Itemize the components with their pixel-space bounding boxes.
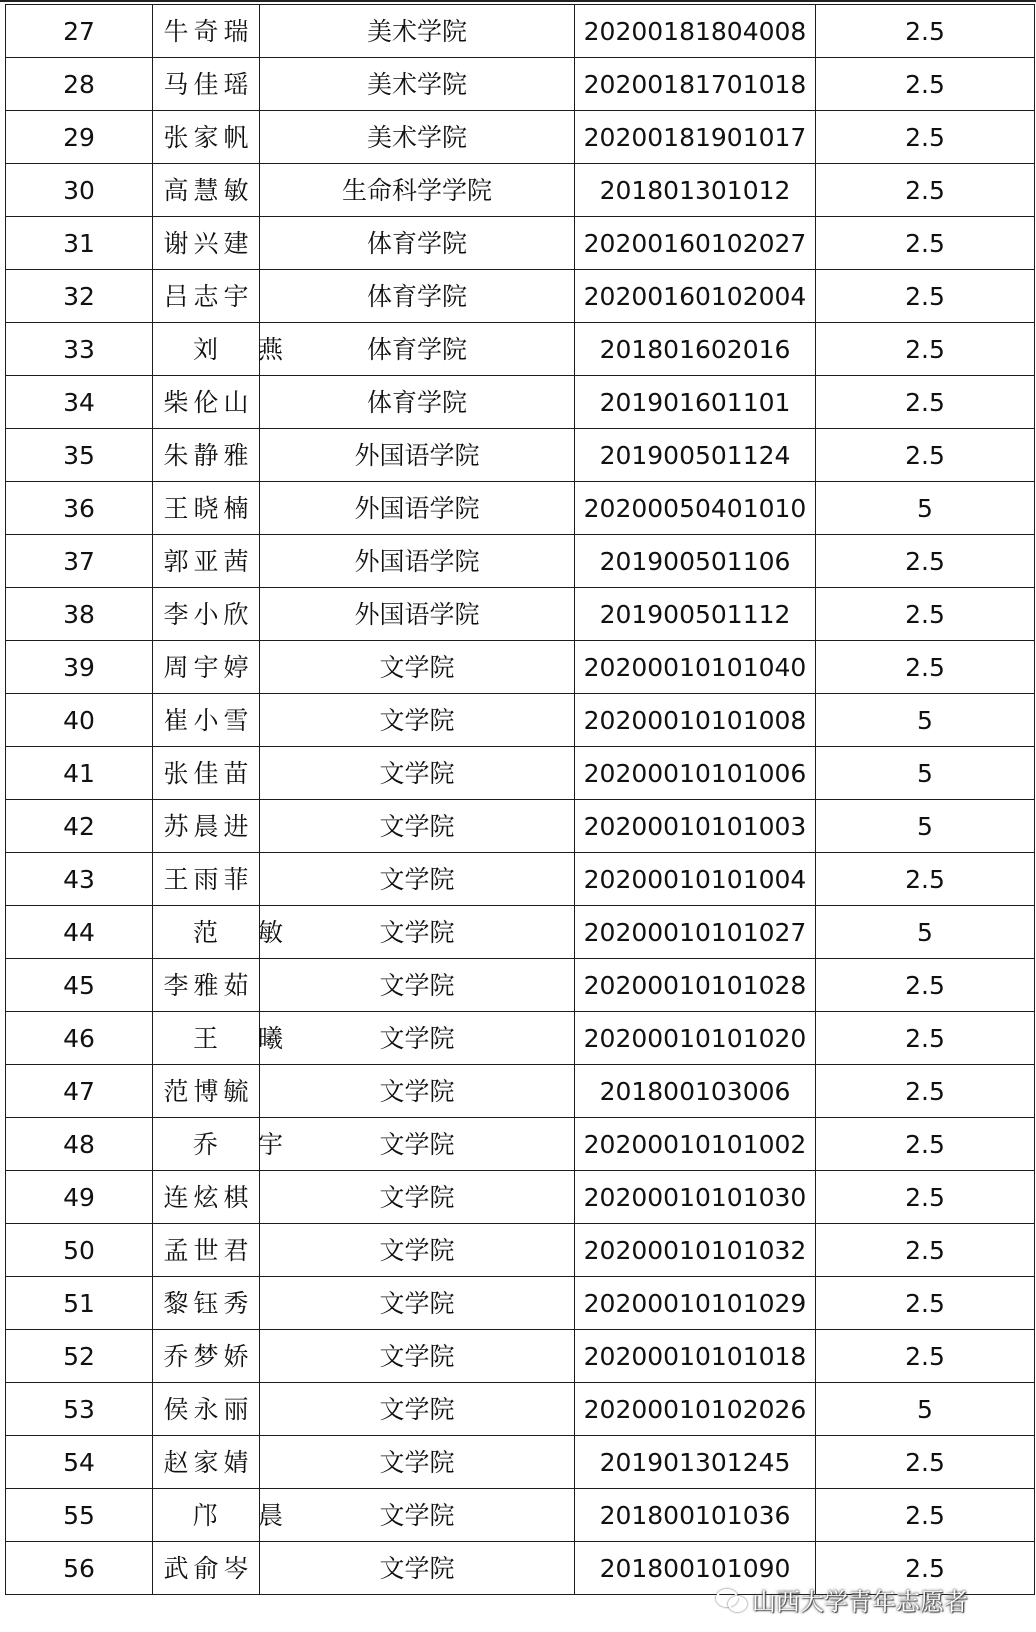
student-id-cell: 20200010101032 [575, 1224, 816, 1277]
college-cell: 文学院 [260, 1065, 575, 1118]
name-cell [153, 1383, 260, 1436]
hours-cell: 2.5 [816, 5, 1035, 58]
name-cell [153, 588, 260, 641]
student-id-cell: 20200010102026 [575, 1383, 816, 1436]
student-id-cell: 201800101036 [575, 1489, 816, 1542]
name-cell [153, 429, 260, 482]
watermark-text: 山西大学青年志愿者 [752, 1588, 968, 1616]
student-id-cell: 20200010101003 [575, 800, 816, 853]
name-cell [153, 1277, 260, 1330]
row-number-cell: 46 [6, 1012, 153, 1065]
name-text: 柴伦山 [163, 387, 254, 417]
row-number-cell: 40 [6, 694, 153, 747]
college-cell: 体育学院 [260, 217, 575, 270]
hours-cell: 2.5 [816, 217, 1035, 270]
row-number-cell: 45 [6, 959, 153, 1012]
name-cell [153, 959, 260, 1012]
college-cell: 体育学院 [260, 323, 575, 376]
name-cell [153, 5, 260, 58]
table-row [6, 376, 1035, 429]
volunteer-roster-table [5, 4, 1035, 1595]
name-cell [153, 217, 260, 270]
name-cell [153, 1436, 260, 1489]
hours-cell: 5 [816, 482, 1035, 535]
hours-cell: 2.5 [816, 323, 1035, 376]
name-cell [153, 906, 324, 959]
student-id-cell: 20200010101018 [575, 1330, 816, 1383]
name-text: 黎钰秀 [163, 1288, 254, 1318]
college-cell: 文学院 [260, 641, 575, 694]
row-number-cell: 27 [6, 5, 153, 58]
row-number-cell: 42 [6, 800, 153, 853]
name-text: 郭亚茜 [163, 546, 254, 576]
table-row [6, 164, 1035, 217]
name-text: 范博毓 [163, 1076, 254, 1106]
name-cell [153, 164, 260, 217]
page-top-edge [0, 0, 1036, 2]
row-number-cell: 51 [6, 1277, 153, 1330]
hours-cell: 2.5 [816, 1542, 1035, 1595]
name-cell [153, 1171, 260, 1224]
table-row [6, 1224, 1035, 1277]
student-id-cell: 201901601101 [575, 376, 816, 429]
hours-cell: 2.5 [816, 1489, 1035, 1542]
name-cell [153, 853, 260, 906]
name-cell [153, 694, 260, 747]
table-row [6, 747, 1035, 800]
name-text: 张佳苗 [163, 758, 254, 788]
hours-cell: 2.5 [816, 1277, 1035, 1330]
row-number-cell: 44 [6, 906, 153, 959]
hours-cell: 2.5 [816, 641, 1035, 694]
college-cell: 外国语学院 [260, 429, 575, 482]
row-number-cell: 32 [6, 270, 153, 323]
name-text: 苏晨进 [163, 811, 254, 841]
hours-cell: 2.5 [816, 376, 1035, 429]
row-number-cell: 37 [6, 535, 153, 588]
name-cell [153, 1542, 260, 1595]
name-text: 侯永丽 [163, 1394, 254, 1424]
row-number-cell: 29 [6, 111, 153, 164]
student-id-cell: 201900501124 [575, 429, 816, 482]
name-cell [153, 376, 260, 429]
name-cell [153, 535, 260, 588]
row-number-cell: 39 [6, 641, 153, 694]
student-id-cell: 20200010101002 [575, 1118, 816, 1171]
college-cell: 文学院 [260, 1489, 575, 1542]
hours-cell: 2.5 [816, 164, 1035, 217]
table-row [6, 1277, 1035, 1330]
row-number-cell: 50 [6, 1224, 153, 1277]
hours-cell: 2.5 [816, 959, 1035, 1012]
roster-table-body [6, 5, 1035, 1595]
hours-cell: 2.5 [816, 58, 1035, 111]
student-id-cell: 20200181804008 [575, 5, 816, 58]
name-cell [153, 1489, 324, 1542]
hours-cell: 5 [816, 694, 1035, 747]
college-cell: 美术学院 [260, 58, 575, 111]
college-cell: 生命科学学院 [260, 164, 575, 217]
name-cell [153, 1012, 324, 1065]
college-cell: 外国语学院 [260, 588, 575, 641]
name-text: 张家帆 [163, 122, 254, 152]
student-id-cell: 20200010101029 [575, 1277, 816, 1330]
name-text: 崔小雪 [163, 705, 254, 735]
table-row [6, 58, 1035, 111]
hours-cell: 2.5 [816, 1330, 1035, 1383]
table-row [6, 429, 1035, 482]
table-row [6, 5, 1035, 58]
name-text: 高慧敏 [163, 175, 254, 205]
college-cell: 外国语学院 [260, 535, 575, 588]
name-text: 吕志宇 [163, 281, 254, 311]
name-text: 王晓楠 [163, 493, 254, 523]
hours-cell: 5 [816, 747, 1035, 800]
table-row [6, 1012, 1035, 1065]
hours-cell: 2.5 [816, 588, 1035, 641]
name-cell [153, 1065, 260, 1118]
table-row [6, 694, 1035, 747]
row-number-cell: 34 [6, 376, 153, 429]
student-id-cell: 20200010101020 [575, 1012, 816, 1065]
name-text: 谢兴建 [163, 228, 254, 258]
row-number-cell: 53 [6, 1383, 153, 1436]
row-number-cell: 55 [6, 1489, 153, 1542]
student-id-cell: 20200181901017 [575, 111, 816, 164]
college-cell: 体育学院 [260, 376, 575, 429]
student-id-cell: 201900501112 [575, 588, 816, 641]
table-row [6, 800, 1035, 853]
row-number-cell: 48 [6, 1118, 153, 1171]
student-id-cell: 201900501106 [575, 535, 816, 588]
row-number-cell: 41 [6, 747, 153, 800]
college-cell: 文学院 [260, 1277, 575, 1330]
college-cell: 文学院 [260, 1436, 575, 1489]
name-cell [153, 1118, 324, 1171]
name-cell [153, 323, 324, 376]
table-row [6, 641, 1035, 694]
table-row [6, 1330, 1035, 1383]
table-row [6, 853, 1035, 906]
student-id-cell: 201801602016 [575, 323, 816, 376]
name-cell [153, 111, 260, 164]
row-number-cell: 30 [6, 164, 153, 217]
student-id-cell: 20200010101040 [575, 641, 816, 694]
table-row [6, 270, 1035, 323]
name-text: 朱静雅 [163, 440, 254, 470]
student-id-cell: 20200010101028 [575, 959, 816, 1012]
student-id-cell: 20200050401010 [575, 482, 816, 535]
row-number-cell: 47 [6, 1065, 153, 1118]
name-text: 孟世君 [163, 1235, 254, 1265]
table-row [6, 323, 1035, 376]
college-cell: 文学院 [260, 800, 575, 853]
table-row [6, 535, 1035, 588]
name-text: 马佳瑶 [163, 69, 254, 99]
row-number-cell: 54 [6, 1436, 153, 1489]
student-id-cell: 20200010101008 [575, 694, 816, 747]
table-row [6, 1171, 1035, 1224]
row-number-cell: 43 [6, 853, 153, 906]
row-number-cell: 31 [6, 217, 153, 270]
table-row [6, 1542, 1035, 1595]
name-text: 赵家婧 [163, 1447, 254, 1477]
name-cell [153, 747, 260, 800]
row-number-cell: 49 [6, 1171, 153, 1224]
hours-cell: 5 [816, 800, 1035, 853]
hours-cell: 2.5 [816, 1012, 1035, 1065]
name-cell [153, 482, 260, 535]
college-cell: 文学院 [260, 1330, 575, 1383]
student-id-cell: 201800103006 [575, 1065, 816, 1118]
row-number-cell: 56 [6, 1542, 153, 1595]
student-id-cell: 20200181701018 [575, 58, 816, 111]
student-id-cell: 201800101090 [575, 1542, 816, 1595]
row-number-cell: 33 [6, 323, 153, 376]
row-number-cell: 35 [6, 429, 153, 482]
college-cell: 文学院 [260, 1171, 575, 1224]
name-text: 王曦 [193, 1023, 324, 1053]
hours-cell: 2.5 [816, 1118, 1035, 1171]
table-row [6, 482, 1035, 535]
hours-cell: 2.5 [816, 1065, 1035, 1118]
student-id-cell: 20200160102027 [575, 217, 816, 270]
table-row [6, 1118, 1035, 1171]
row-number-cell: 38 [6, 588, 153, 641]
college-cell: 外国语学院 [260, 482, 575, 535]
hours-cell: 2.5 [816, 111, 1035, 164]
name-text: 周宇婷 [163, 652, 254, 682]
college-cell: 文学院 [260, 906, 575, 959]
name-cell [153, 270, 260, 323]
college-cell: 文学院 [260, 1224, 575, 1277]
name-cell [153, 800, 260, 853]
name-text: 乔梦娇 [163, 1341, 254, 1371]
table-row [6, 906, 1035, 959]
hours-cell: 2.5 [816, 535, 1035, 588]
hours-cell: 2.5 [816, 270, 1035, 323]
name-cell [153, 641, 260, 694]
college-cell: 美术学院 [260, 5, 575, 58]
name-text: 乔宇 [193, 1129, 324, 1159]
college-cell: 文学院 [260, 747, 575, 800]
table-row [6, 111, 1035, 164]
row-number-cell: 36 [6, 482, 153, 535]
name-text: 邝晨 [193, 1500, 324, 1530]
college-cell: 体育学院 [260, 270, 575, 323]
college-cell: 文学院 [260, 853, 575, 906]
name-text: 牛奇瑞 [163, 16, 254, 46]
row-number-cell: 28 [6, 58, 153, 111]
name-text: 范敏 [193, 917, 324, 947]
name-cell [153, 58, 260, 111]
college-cell: 文学院 [260, 694, 575, 747]
table-row [6, 217, 1035, 270]
table-row [6, 1383, 1035, 1436]
hours-cell: 2.5 [816, 1224, 1035, 1277]
college-cell: 文学院 [260, 1012, 575, 1065]
name-cell [153, 1224, 260, 1277]
hours-cell: 2.5 [816, 429, 1035, 482]
college-cell: 美术学院 [260, 111, 575, 164]
student-id-cell: 20200160102004 [575, 270, 816, 323]
table-row [6, 588, 1035, 641]
table-row [6, 1065, 1035, 1118]
name-text: 李雅茹 [163, 970, 254, 1000]
hours-cell: 2.5 [816, 1171, 1035, 1224]
hours-cell: 5 [816, 906, 1035, 959]
name-text: 武俞岑 [163, 1553, 254, 1583]
table-row [6, 1436, 1035, 1489]
name-text: 刘燕 [193, 334, 324, 364]
name-text: 王雨菲 [163, 864, 254, 894]
college-cell: 文学院 [260, 959, 575, 1012]
hours-cell: 5 [816, 1383, 1035, 1436]
student-id-cell: 201901301245 [575, 1436, 816, 1489]
name-cell [153, 1330, 260, 1383]
row-number-cell: 52 [6, 1330, 153, 1383]
hours-cell: 2.5 [816, 853, 1035, 906]
college-cell: 文学院 [260, 1542, 575, 1595]
student-id-cell: 201801301012 [575, 164, 816, 217]
student-id-cell: 20200010101027 [575, 906, 816, 959]
student-id-cell: 20200010101030 [575, 1171, 816, 1224]
hours-cell: 2.5 [816, 1436, 1035, 1489]
student-id-cell: 20200010101004 [575, 853, 816, 906]
name-text: 连炫棋 [163, 1182, 254, 1212]
college-cell: 文学院 [260, 1383, 575, 1436]
table-row [6, 1489, 1035, 1542]
name-text: 李小欣 [163, 599, 254, 629]
student-id-cell: 20200010101006 [575, 747, 816, 800]
college-cell: 文学院 [260, 1118, 575, 1171]
table-row [6, 959, 1035, 1012]
